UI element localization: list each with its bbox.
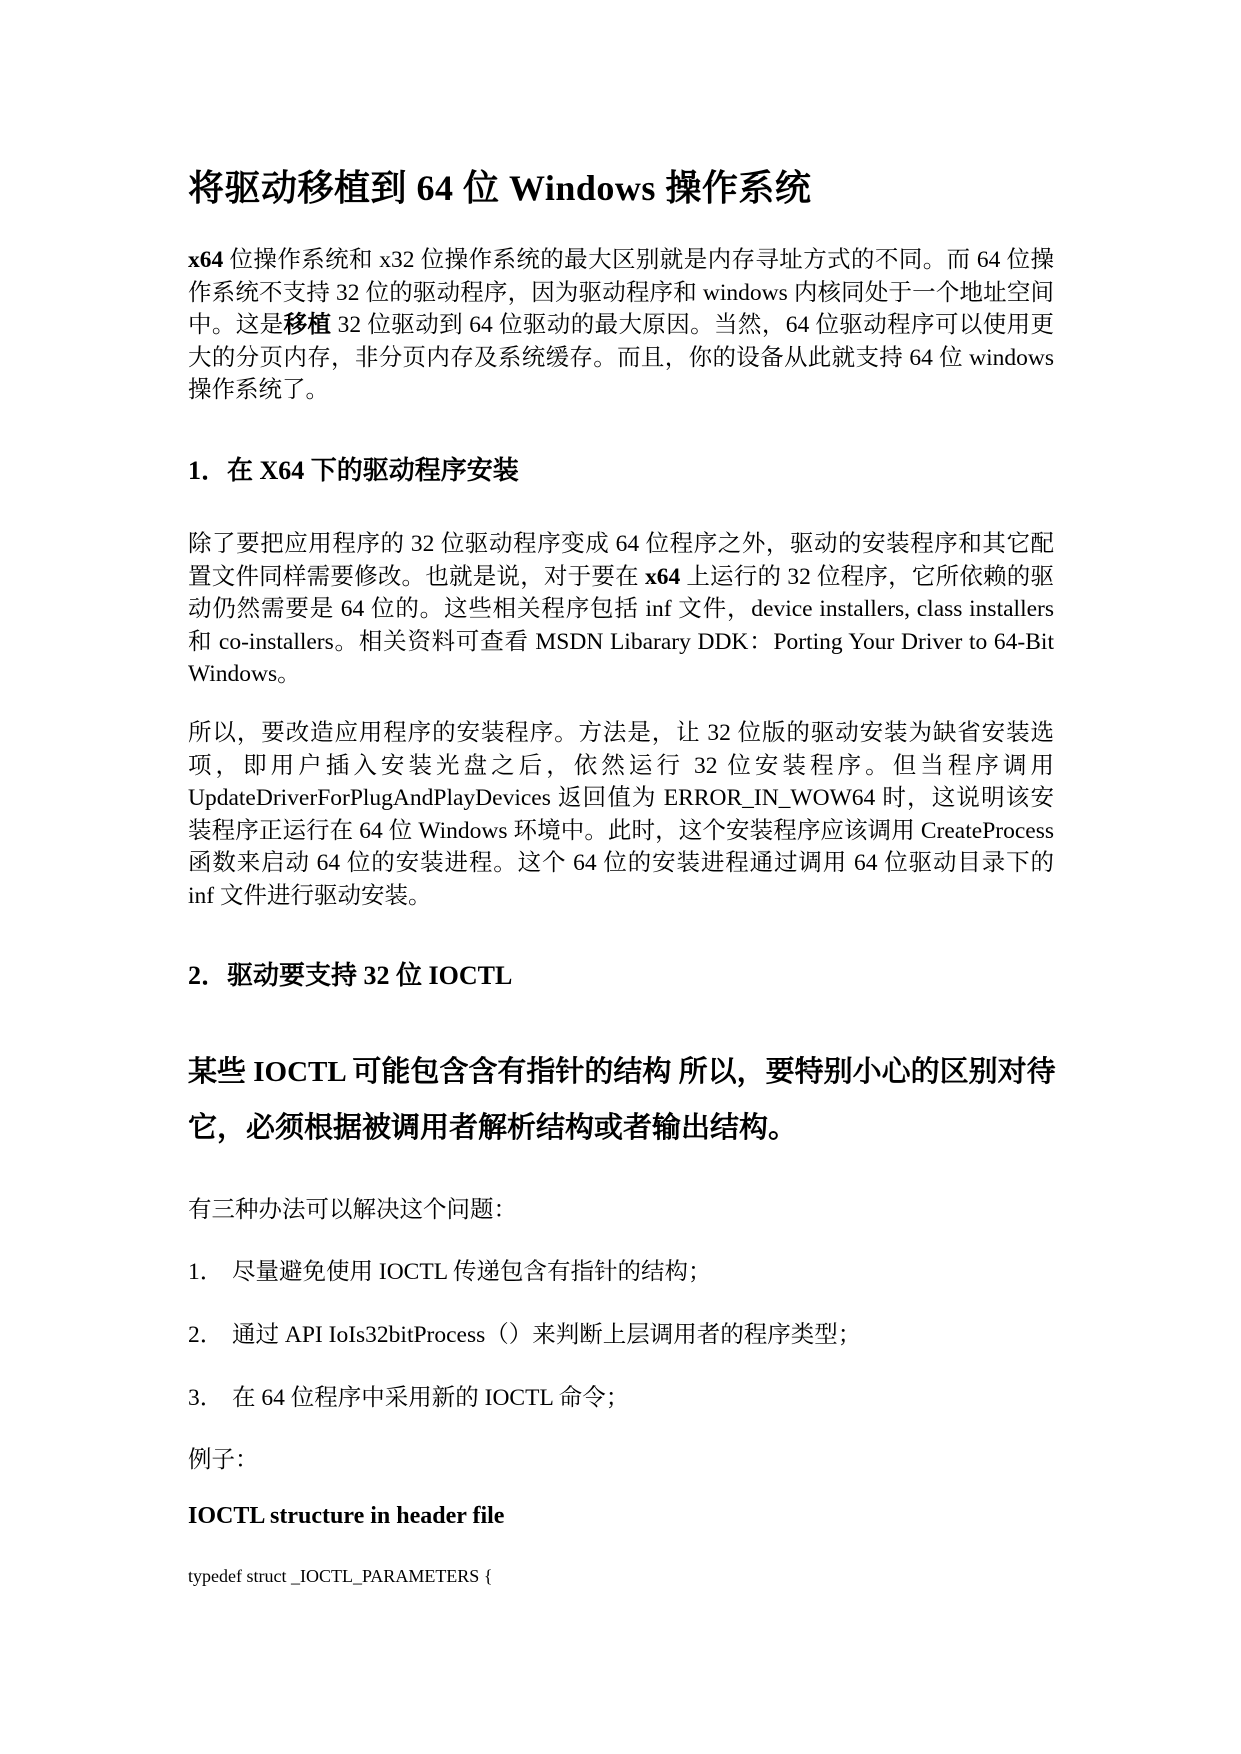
section-1-p1-text-2: 上运行的 32 位程序，它所依赖的驱动仍然需要是 64 位的。这些相关程序包括 inf 文件，device installers, class installers 和 co-installers。相关资料可查看 MSDN Libarary DDK：Porting Your Driver to 64-Bit Windows。 <box>188 563 1055 687</box>
section-2-heading: 2．驱动要支持 32 位 IOCTL <box>188 961 513 990</box>
section-1-p1-text-1: 除了要把应用程序的 32 位驱动程序变成 64 位程序之外，驱动的安装程序和其它配置文件同样需要修改。也就是说，对于要在 <box>188 531 1054 590</box>
example-label: 例子： <box>188 1447 259 1473</box>
section-1-heading: 1．在 X64 下的驱动程序安装 <box>188 456 519 485</box>
methods-intro: 有三种办法可以解决这个问题： <box>188 1197 517 1223</box>
method-text: 通过 API IoIs32bitProcess（）来判断上层调用者的程序类型； <box>232 1322 862 1348</box>
section-1-paragraph-1 <box>188 528 1054 691</box>
section-1-paragraph-2: 所以，要改造应用程序的安装程序。方法是，让 32 位版的驱动安装为缺省安装选项，即用户插入安装光盘之后，依然运行 32 位安装程序。但当程序调用 UpdateDriverForPlugAndPlayDevices 返回值为 ERROR_IN_WOW64 时，这说明该安装程序正运行在 64 位 Windows 环境中。此时，这个安装程序应该调用 CreateProcess 函数来启动 64 位的安装进程。这个 64 位的安装进程通过调用 64 位驱动目录下的 inf 文件进行驱动安装。 <box>188 720 1054 909</box>
intro-paragraph <box>188 244 1054 407</box>
section-2-emphasis: 某些 IOCTL 可能包含含有指针的结构 所以，要特别小心的区别对待它，必须根据被调用者解析结构或者输出结构。 <box>188 1056 1056 1144</box>
method-item-2 <box>188 1315 861 1349</box>
intro-text-2: 32 位驱动到 64 位驱动的最大原因。当然，64 位驱动程序可以使用更大的分页内存，非分页内存及系统缓存。而且，你的设备从此就支持 64 位 windows 操作系统了。 <box>188 312 1055 403</box>
code-line: typedef struct _IOCTL_PARAMETERS { <box>188 1566 493 1586</box>
method-item-1 <box>188 1252 712 1286</box>
intro-bold-x64: x64 <box>188 247 224 273</box>
method-text: 在 64 位程序中采用新的 IOCTL 命令； <box>232 1385 630 1411</box>
method-number: 1． <box>188 1259 224 1285</box>
method-item-3 <box>188 1378 629 1412</box>
intro-text-1: 位操作系统和 x32 位操作系统的最大区别就是内存寻址方式的不同。而 64 位操作系统不支持 32 位的驱动程序，因为驱动程序和 windows 内核同处于一个地址空间中。这是 <box>188 247 1054 338</box>
method-number: 2． <box>188 1322 224 1348</box>
document-page <box>188 0 1054 1754</box>
document-title: 将驱动移植到 64 位 Windows 操作系统 <box>188 168 812 208</box>
method-text: 尽量避免使用 IOCTL 传递包含有指针的结构； <box>232 1259 712 1285</box>
intro-bold-port: 移植 <box>283 312 332 338</box>
section-1-p1-bold-x64: x64 <box>644 563 681 590</box>
method-number: 3． <box>188 1385 224 1411</box>
code-heading: IOCTL structure in header file <box>188 1503 505 1529</box>
